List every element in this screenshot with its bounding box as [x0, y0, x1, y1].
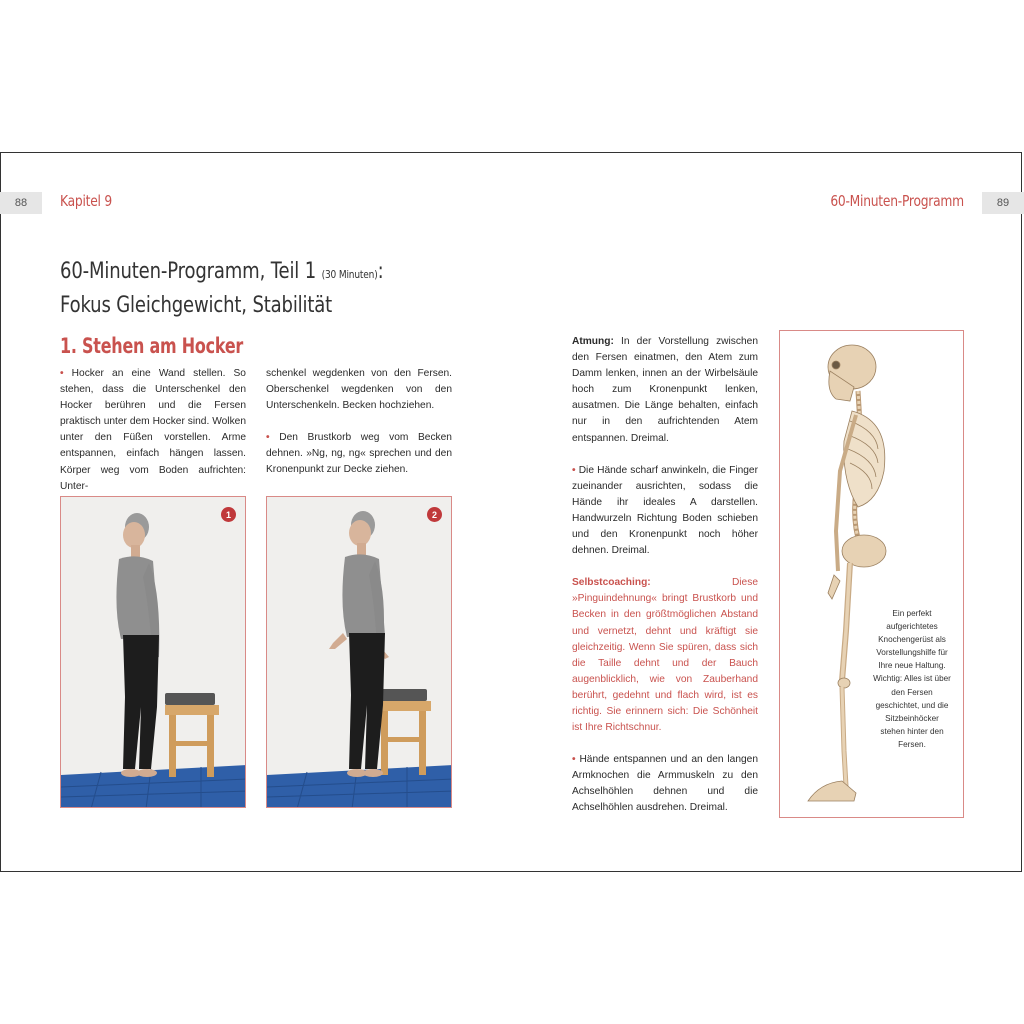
skeleton-figure	[779, 330, 964, 818]
exercise-photo-2	[266, 496, 452, 808]
bullet: •	[60, 368, 64, 379]
skeleton-caption: Ein perfekt aufgerichtetes Knochengerüst als Vorstellungshilfe für Ihre neue Haltung. Wichtig: Alles ist über den Fersen geschichtet, und die Sitzbeinhöcker stehen hinter den Fersen.	[873, 609, 951, 749]
page-number-left: 88	[0, 192, 42, 214]
page-number-right: 89	[982, 192, 1024, 214]
paragraph: Hocker an eine Wand stellen. So stehen, dass die Unterschenkel den Hocker berühren und die Fersen praktisch unter dem Hocker sind. Wolken unter den Füßen vorstellen. Arme entspannen, einfach hängen lassen. Körper weg vom Boden aufrichten: Unter-	[60, 368, 246, 492]
paragraph: Die Hände scharf anwinkeln, die Finger zueinander ausrichten, sodass die Hände ihr ideales A darstellen. Handwurzeln Richtung Boden schieben und den Kronenpunkt noch höher dehnen. Dreimal.	[572, 464, 758, 557]
bullet: •	[572, 754, 576, 766]
step-badge-2: 2	[427, 507, 442, 522]
section-heading: 1. Stehen am Hocker	[60, 334, 244, 358]
title-duration: (30 Minuten)	[321, 268, 378, 281]
paragraph: Hände entspannen und an den langen Armknochen die Armmuskeln zu den Achselhöhlen dehnen und die Achselhöhlen ausdrehen. Dreimal.	[572, 754, 758, 814]
text-column-3	[572, 334, 758, 833]
paragraph: Den Brustkorb weg vom Becken dehnen. »Ng, ng, ng« sprechen und den Kronenpunkt zur Decke ziehen.	[266, 432, 452, 476]
chapter-header-right: 60-Minuten-Programm	[830, 192, 964, 210]
exercise-photo-1	[60, 496, 246, 808]
step-badge-1: 1	[221, 507, 236, 522]
coaching-paragraph: Diese »Pinguindehnung« bringt Brustkorb und Becken in den größtmöglichen Abstand und vernetzt, dehnt und kräftigt sie gleichzeitig. Wenn Sie spüren, dass sich die Taille dehnt und der Bauch augenblicklich, wie von Zauberhand berührt, gedehnt und flach wird, ist es richtig. Sie erinnern sich: Die Schönheit ist Ihre Richtschnur.	[572, 577, 758, 734]
woman-standing-illustration	[61, 497, 246, 808]
title-line1: 60-Minuten-Programm, Teil 1	[60, 259, 317, 284]
text-column-1	[60, 366, 246, 511]
paragraph: schenkel wegdenken von den Fersen. Oberschenkel wegdenken von den Unterschenkeln. Becken hochziehen.	[266, 368, 452, 412]
atmung-label: Atmung:	[572, 336, 614, 347]
paragraph: In der Vorstellung zwischen den Fersen einatmen, den Atem zum Damm lenken, innen an der Wirbelsäule hoch zum Kronenpunkt lenken, ausatmen. Die Länge behalten, einfach nur in den aufrichtenden Atem entspannen. Dreimal.	[572, 336, 758, 444]
title-line2: Fokus Gleichgewicht, Stabilität	[60, 293, 333, 318]
bullet: •	[266, 432, 270, 444]
chapter-header-left: Kapitel 9	[60, 192, 112, 210]
coaching-label: Selbstcoaching:	[572, 577, 651, 589]
page-title	[60, 256, 383, 321]
title-colon: :	[377, 259, 384, 284]
text-column-2	[266, 366, 452, 495]
bullet: •	[572, 464, 576, 476]
woman-hands-angled-illustration	[267, 497, 452, 808]
